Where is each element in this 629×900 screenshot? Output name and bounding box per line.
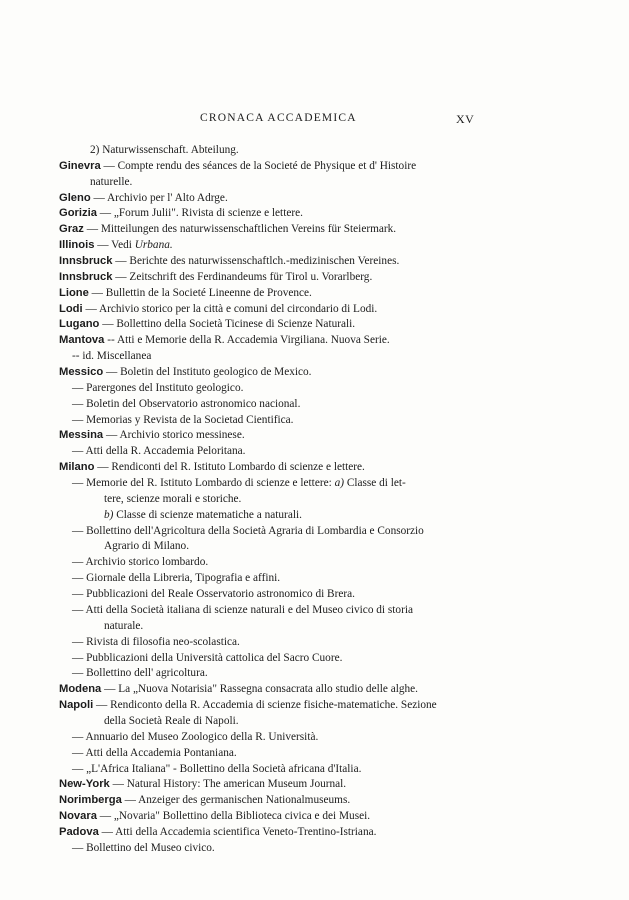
list-item	[59, 777, 479, 793]
list-item	[59, 270, 479, 286]
city-name: Padova	[59, 825, 99, 838]
entry-text: 2) Naturwissenschaft. Abteilung.	[90, 144, 239, 156]
city-name: Messina	[59, 429, 104, 442]
list-item	[59, 587, 479, 603]
entry-text: — Bollettino della Società Ticinese di Scienze Naturali.	[99, 318, 356, 331]
city-name: Modena	[59, 683, 102, 696]
entry-text: — Bollettino dell'Agricoltura della Società Agraria di Lombardia e Consorzio	[72, 524, 424, 537]
list-item	[59, 492, 479, 508]
entry-text: Classe di scienze matematiche a naturali.	[113, 508, 302, 521]
entry-text: — Annuario del Museo Zoologico della R. Università.	[72, 730, 319, 743]
list-item	[59, 809, 479, 825]
entry-text: -- Atti e Memorie della R. Accademia Virgiliana. Nuova Serie.	[104, 334, 390, 347]
page-number: XV	[456, 112, 475, 126]
list-item	[59, 762, 479, 778]
entry-text: — La „Nuova Notarisia" Rassegna consacrata allo studio delle alghe.	[101, 683, 419, 696]
list-item	[59, 793, 479, 809]
entry-text: — Giornale della Libreria, Tipografia e affini.	[72, 572, 281, 585]
city-name: Ginevra	[59, 159, 101, 172]
list-item	[59, 524, 479, 540]
entry-text: Agrario di Milano.	[104, 540, 190, 553]
list-item	[59, 302, 479, 318]
entry-text: — „Novaria" Bollettino della Biblioteca civica e dei Musei.	[96, 810, 371, 823]
list-item	[59, 698, 479, 714]
list-item	[59, 825, 479, 841]
list-item	[59, 635, 479, 651]
list-item	[59, 460, 479, 476]
list-item	[59, 476, 479, 492]
entry-text: -- id. Miscellanea	[72, 350, 152, 363]
entry-text: — Parergones del Instituto geologico.	[72, 381, 244, 394]
list-item	[59, 603, 479, 619]
entry-text: — Memorie del R. Istituto Lombardo di scienze e lettere:	[72, 477, 335, 490]
city-name: New-York	[59, 778, 110, 791]
list-item	[59, 539, 479, 555]
entry-text: — „Forum Julii". Rivista di scienze e lettere.	[96, 207, 303, 220]
list-item	[59, 571, 479, 587]
list-item	[59, 206, 479, 222]
list-item	[59, 254, 479, 270]
entry-text: — Atti della Società italiana di scienze naturali e del Museo civico di storia	[72, 603, 413, 616]
entry-text: — Mitteilungen des naturwissenschaftlichen Vereins für Steiermark.	[83, 223, 397, 236]
list-item	[59, 841, 479, 857]
list-item	[59, 317, 479, 333]
list-item	[59, 175, 479, 191]
entry-text: — Pubblicazioni della Università cattolica del Sacro Cuore.	[72, 651, 343, 664]
entry-text: — Rendiconto della R. Accademia di scienze fisiche-matematiche. Sezione	[93, 699, 437, 712]
entry-text: — Atti della Accademia Pontaniana.	[72, 746, 237, 759]
entry-text: — Atti della R. Accademia Peloritana.	[72, 445, 246, 458]
city-name: Lugano	[59, 318, 100, 331]
city-name: Mantova	[59, 334, 105, 347]
city-name: Messico	[59, 366, 104, 379]
entry-text: — Archivio storico messinese.	[103, 429, 245, 442]
entry-text: — Bullettin de la Societé Lineenne de Provence.	[88, 286, 312, 299]
city-name: Novara	[59, 810, 97, 823]
entry-text: — Boletin del Instituto geologico de Mexico.	[103, 366, 312, 379]
entry-text: — Natural History: The american Museum Journal.	[109, 778, 347, 791]
entry-text: — Zeitschrift des Ferdinandeums für Tirol u. Vorarlberg.	[112, 270, 373, 283]
entry-text: — Bollettino dell' agricoltura.	[72, 667, 208, 680]
list-item	[59, 444, 479, 460]
entry-text: — „L'Africa Italiana" - Bollettino della Società africana d'Italia.	[72, 762, 362, 775]
list-item	[59, 397, 479, 413]
entry-text: naturale.	[104, 619, 144, 632]
entry-text: tere, scienze morali e storiche.	[104, 492, 242, 505]
list-item	[59, 714, 479, 730]
entry-text: — Boletin del Observatorio astronomico nacional.	[72, 397, 301, 410]
running-header	[0, 112, 629, 128]
entry-text: — Bollettino del Museo civico.	[72, 841, 215, 854]
city-name: Gorizia	[59, 207, 97, 220]
entry-text: — Rivista di filosofia neo-scolastica.	[72, 635, 240, 648]
list-item	[59, 333, 479, 349]
list-item	[59, 619, 479, 635]
list-item	[59, 730, 479, 746]
header-title: CRONACA ACCADEMICA	[200, 112, 357, 124]
entry-text: — Atti della Accademia scientifica Veneto-Trentino-Istriana.	[98, 825, 377, 838]
city-name: Lodi	[59, 302, 83, 315]
italic-text: a)	[334, 477, 344, 490]
entry-text: — Rendiconti del R. Istituto Lombardo di scienze e lettere.	[94, 461, 365, 474]
italic-text: Urbana.	[134, 239, 173, 252]
list-item	[59, 143, 479, 159]
entry-text: — Archivio per l' Alto Adrge.	[90, 191, 228, 204]
entry-text: naturelle.	[90, 175, 133, 188]
entry-text: — Archivio storico per la città e comuni del circondario di Lodi.	[82, 302, 378, 315]
list-item	[59, 682, 479, 698]
list-item	[59, 428, 479, 444]
entry-text: — Archivio storico lombardo.	[72, 556, 209, 569]
entry-text: — Compte rendu des séances de la Societé de Physique et d' Histoire	[100, 159, 417, 172]
city-name: Graz	[59, 223, 84, 236]
list-item	[59, 381, 479, 397]
list-item	[59, 555, 479, 571]
list-item	[59, 349, 479, 365]
listing-body	[59, 143, 479, 857]
city-name: Gleno	[59, 191, 91, 204]
city-name: Lione	[59, 286, 89, 299]
city-name: Norimberga	[59, 794, 122, 807]
list-item	[59, 238, 479, 254]
entry-text: della Società Reale di Napoli.	[104, 714, 239, 727]
entry-text-continued: Classe di let-	[344, 477, 406, 490]
list-item	[59, 191, 479, 207]
list-item	[59, 746, 479, 762]
entry-text: — Berichte des naturwissenschaftlch.-medizinischen Vereines.	[112, 255, 400, 268]
city-name: Innsbruck	[59, 255, 113, 268]
list-item	[59, 365, 479, 381]
entry-text: — Anzeiger des germanischen Nationalmuseums.	[121, 794, 351, 807]
entry-text: — Pubblicazioni del Reale Osservatorio astronomico di Brera.	[72, 588, 355, 601]
city-name: Illinois	[59, 239, 95, 252]
list-item	[59, 666, 479, 682]
italic-marker: b)	[104, 508, 114, 521]
city-name: Milano	[59, 461, 95, 474]
entry-text: — Memorias y Revista de la Societad Cientifica.	[72, 413, 294, 426]
city-name: Innsbruck	[59, 270, 113, 283]
list-item	[59, 159, 479, 175]
list-item	[59, 651, 479, 667]
city-name: Napoli	[59, 699, 94, 712]
list-item	[59, 222, 479, 238]
list-item	[59, 286, 479, 302]
entry-text: — Vedi	[94, 239, 135, 252]
list-item	[59, 413, 479, 429]
list-item	[59, 508, 479, 524]
